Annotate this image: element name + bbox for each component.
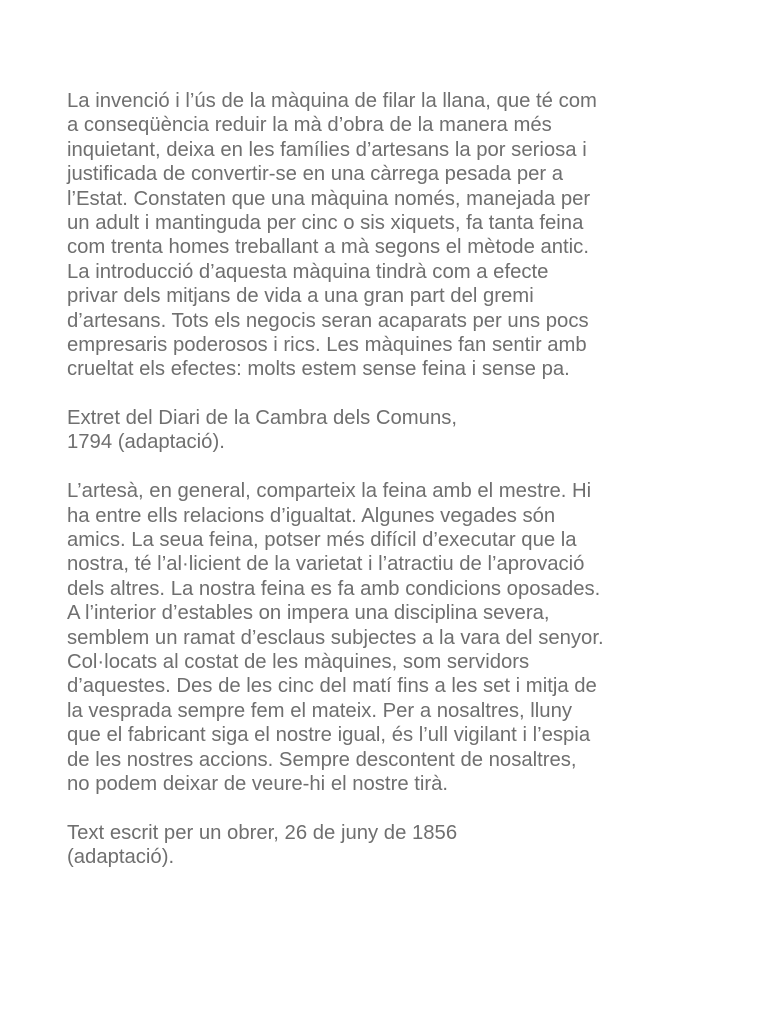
passage-1-line: justificada de convertir-se en una càrrega pesada per a <box>67 163 564 186</box>
passage-1 <box>67 89 747 382</box>
source-1-line: Extret del Diari de la Cambra dels Comuns, <box>67 407 458 430</box>
passage-2-line: de les nostres accions. Sempre descontent de nosaltres, <box>67 748 577 771</box>
passage-1-line: com trenta homes treballant a mà segons el mètode antic. <box>67 236 589 259</box>
source-2-line: (adaptació). <box>67 846 175 869</box>
passage-2-line: que el fabricant siga el nostre igual, és l’ull vigilant i l’espia <box>67 724 591 747</box>
passage-2-line: ha entre ells relacions d’igualtat. Algunes vegades són <box>67 504 556 527</box>
source-citation-1 <box>67 406 747 455</box>
document-page <box>67 89 747 870</box>
paragraph-spacer <box>67 455 747 479</box>
passage-2-line: no podem deixar de veure-hi el nostre tirà. <box>67 772 449 795</box>
passage-2 <box>67 479 747 796</box>
passage-2-line: la vesprada sempre fem el mateix. Per a nosaltres, lluny <box>67 699 573 722</box>
source-2-line: Text escrit per un obrer, 26 de juny de 1856 <box>67 821 458 844</box>
passage-2-line: semblem un ramat d’esclaus subjectes a la vara del senyor. <box>67 626 604 649</box>
passage-1-line: privar dels mitjans de vida a una gran part del gremi <box>67 285 534 308</box>
passage-1-line: La invenció i l’ús de la màquina de filar la llana, que té com <box>67 90 597 112</box>
passage-1-line: d’artesans. Tots els negocis seran acaparats per uns pocs <box>67 309 589 332</box>
passage-2-line: nostra, té l’al·licient de la varietat i l’atractiu de l’aprovació <box>67 553 585 576</box>
passage-1-line: crueltat els efectes: molts estem sense feina i sense pa. <box>67 358 570 381</box>
passage-1-line: un adult i mantinguda per cinc o sis xiquets, fa tanta feina <box>67 211 584 234</box>
passage-1-line: a conseqüència reduir la mà d’obra de la manera més <box>67 114 552 137</box>
passage-1-line: l’Estat. Constaten que una màquina només, manejada per <box>67 187 591 210</box>
passage-2-line: L’artesà, en general, comparteix la feina amb el mestre. Hi <box>67 480 592 503</box>
source-citation-2 <box>67 821 747 870</box>
passage-1-line: inquietant, deixa en les famílies d’artesans la por seriosa i <box>67 138 587 161</box>
passage-1-line: La introducció d’aquesta màquina tindrà com a efecte <box>67 260 549 283</box>
paragraph-spacer <box>67 796 747 820</box>
passage-2-line: d’aquestes. Des de les cinc del matí fins a les set i mitja de <box>67 675 597 698</box>
passage-2-line: amics. La seua feina, potser més difícil d’executar que la <box>67 529 577 552</box>
paragraph-spacer <box>67 382 747 406</box>
passage-1-line: empresaris poderosos i rics. Les màquines fan sentir amb <box>67 333 587 356</box>
passage-2-line: dels altres. La nostra feina es fa amb condicions oposades. <box>67 577 601 600</box>
passage-2-line: Col·locats al costat de les màquines, som servidors <box>67 650 530 673</box>
passage-2-line: A l’interior d’estables on impera una disciplina severa, <box>67 602 550 625</box>
source-1-line: 1794 (adaptació). <box>67 431 225 454</box>
